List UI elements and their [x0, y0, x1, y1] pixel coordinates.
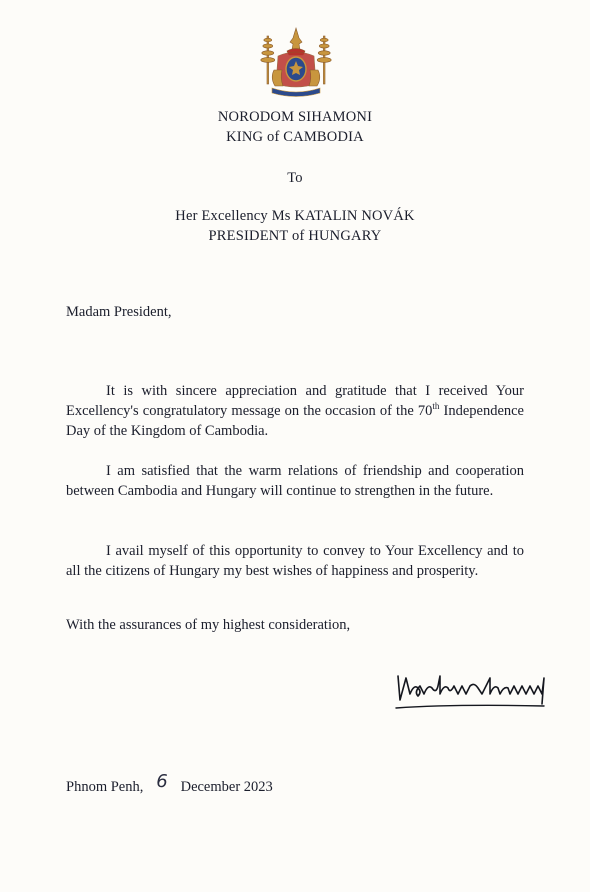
- to-line: To: [287, 170, 303, 186]
- paragraph-wishes-text: I avail myself of this opportunity to convey to Your Excellency and to all the citizens of Hungary my best wishes of happiness and prosperity.: [66, 543, 524, 579]
- paragraph-appreciation: [66, 381, 524, 441]
- paragraph-wishes: [66, 541, 524, 581]
- paragraph-appreciation-text-b: Independence Day of the Kingdom of Cambodia.: [66, 403, 524, 439]
- ordinal-suffix: th: [432, 401, 440, 411]
- recipient-name: Her Excellency Ms KATALIN NOVÁK: [175, 208, 415, 224]
- day-handwritten: 6: [156, 771, 168, 792]
- paragraph-relations-text: I am satisfied that the warm relations of friendship and cooperation between Cambodia and Hungary will continue to strengthen in the future.: [66, 463, 524, 499]
- salutation: Madam President,: [66, 304, 172, 320]
- sender-title: KING of CAMBODIA: [226, 129, 364, 145]
- recipient-title: PRESIDENT of HUNGARY: [208, 228, 382, 244]
- place: Phnom Penh,: [66, 779, 144, 795]
- month-year: December 2023: [180, 779, 273, 795]
- paragraph-relations: [66, 461, 524, 501]
- place-and-date: [66, 771, 273, 796]
- royal-arms-emblem: [256, 26, 336, 100]
- handwritten-signature: [394, 664, 554, 714]
- sender-name: NORODOM SIHAMONI: [217, 109, 373, 125]
- paragraph-appreciation-text-a: It is with sincere appreciation and gratitude that I received Your Excellency's congratulatory message on the occasion of the 70: [66, 383, 524, 419]
- closing-line: With the assurances of my highest consideration,: [66, 617, 351, 633]
